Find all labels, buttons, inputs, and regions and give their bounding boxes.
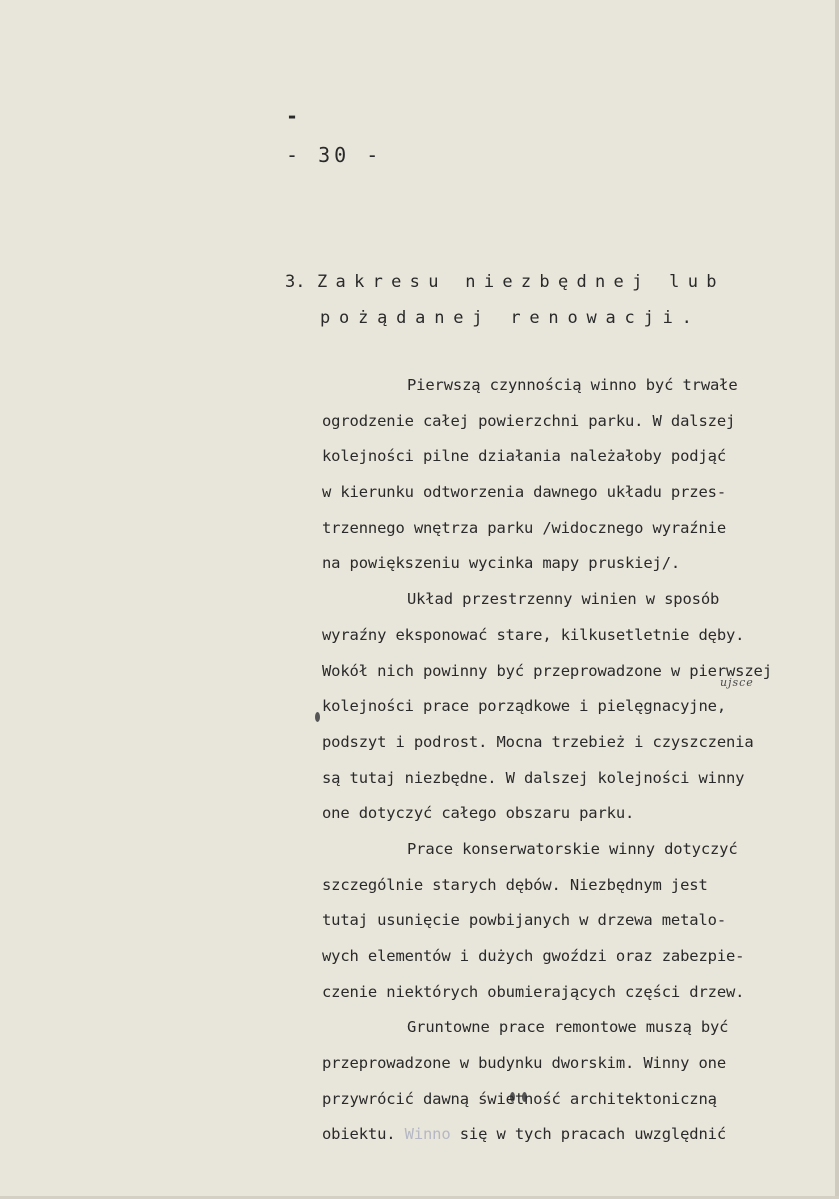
text-line: tutaj usunięcie powbijanych w drzewa metalo- (322, 911, 726, 930)
text-line: Wokół nich powinny być przeprowadzone w pierwszej (322, 661, 772, 680)
text-line: przeprowadzone w budynku dworskim. Winny one (322, 1054, 726, 1073)
header-dash: - (286, 104, 299, 128)
text-line: są tutaj niezbędne. W dalszej kolejności winny (322, 768, 745, 787)
section-title-line-2: pożądanej renowacji. (320, 308, 701, 328)
text-line: na powiększeniu wycinka mapy pruskiej/. (322, 554, 681, 573)
text-line: w kierunku odtworzenia dawnego układu przes- (322, 483, 726, 502)
text-line-last (322, 1117, 822, 1153)
text-fragment: obiektu. (322, 1125, 405, 1144)
text-line: czenie niektórych obumierających części drzew. (322, 982, 745, 1001)
text-line: szczególnie starych dębów. Niezbędnym jest (322, 875, 708, 894)
page-edge-right (835, 0, 839, 1199)
text-line: one dotyczyć całego obszaru parku. (322, 804, 635, 823)
text-line: Prace konserwatorskie winny dotyczyć (407, 839, 738, 858)
text-line: Pierwszą czynnością winno być trwałe (407, 376, 738, 394)
text-line: przywrócić dawną świetność architektoniczną (322, 1089, 717, 1108)
section-title-line-1: Zakresu niezbędnej lub (317, 272, 725, 292)
faded-text-fragment: Winno (404, 1125, 451, 1144)
text-line: kolejności prace porządkowe i pielęgnacyjne, (322, 697, 726, 716)
text-line: Układ przestrzenny winien w sposób (407, 590, 720, 609)
section-number: 3. (285, 272, 306, 292)
text-line: ogrodzenie całej powierzchni parku. W dalszej (322, 411, 736, 430)
body-text (322, 368, 822, 1153)
text-line: wych elementów i dużych gwoździ oraz zabezpie- (322, 947, 745, 965)
ink-mark (315, 712, 320, 722)
handwritten-correction: ujsce (720, 676, 754, 689)
text-fragment: się w tych pracach uwzględnić (450, 1125, 727, 1144)
text-line: podszyt i podrost. Mocna trzebież i czyszczenia (322, 732, 754, 751)
text-line: kolejności pilne działania należałoby podjąć (322, 447, 726, 466)
text-line: wyraźny eksponować stare, kilkusetletnie dęby. (322, 625, 745, 644)
text-line: Gruntowne prace remontowe muszą być (407, 1018, 729, 1037)
text-line: trzennego wnętrza parku /widocznego wyraźnie (322, 518, 726, 537)
section-heading (285, 264, 725, 336)
page-number: - 30 - (286, 143, 383, 167)
